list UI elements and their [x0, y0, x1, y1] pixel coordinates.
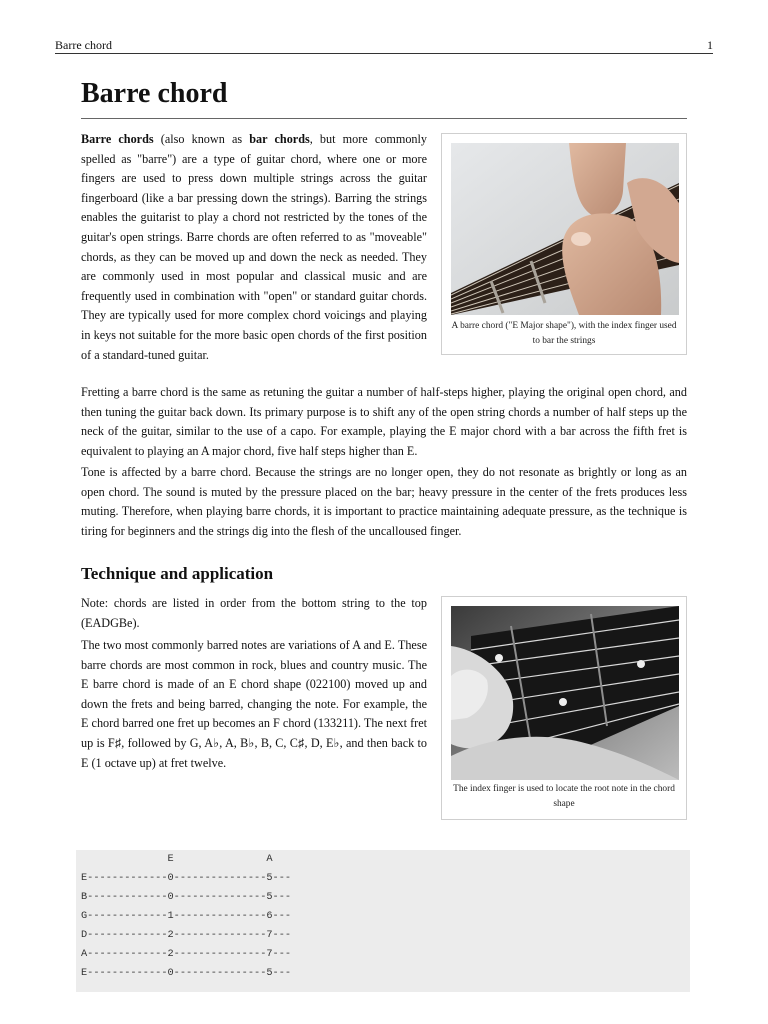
figure-index-finger: [441, 596, 687, 820]
running-header-title: Barre chord: [55, 38, 112, 52]
section-heading-technique: Technique and application: [81, 564, 274, 583]
tab-line-g: G-------------1---------------6---: [81, 910, 292, 922]
tab-line-low-e: E-------------0---------------5---: [81, 967, 292, 979]
section-note: Note: chords are listed in order from the bottom string to the top (EADGBe).: [81, 596, 427, 630]
page-title: Barre chord: [81, 76, 687, 119]
tab-line-d: D-------------2---------------7---: [81, 929, 292, 941]
running-header: [55, 38, 713, 54]
term-barre-chords: Barre chords: [81, 132, 154, 146]
figure-barre-chord-caption: A barre chord ("E Major shape"), with the index finger used to bar the strings: [451, 321, 677, 346]
figure-barre-chord: [441, 133, 687, 355]
term-bar-chords: bar chords: [249, 132, 310, 146]
tab-line-b: B-------------0---------------5---: [81, 891, 292, 903]
intro-paragraph: [81, 130, 427, 365]
intro-text-1: (also known as: [153, 132, 250, 146]
figure-index-finger-caption: The index finger is used to locate the root note in the chord shape: [453, 784, 675, 809]
page-number: 1: [707, 38, 713, 52]
tab-line-high-e: E-------------0---------------5---: [81, 872, 292, 884]
tab-line-header: E A: [81, 853, 273, 865]
section-paragraph: The two most commonly barred notes are variations of A and E. These barre chords are most common in rock, blues and country music. The E barre chord is made of an E chord shape (022100) moved up and down the frets and being barred, changing the note. For example, the E chord barred one fret up becomes an F chord (133211). The next fret up is F♯, followed by G, A♭, A, B♭, B, C, C♯, D, E♭, and then back to E (1 octave up) at fret twelve.: [81, 638, 427, 770]
intro-text-2: , but more commonly spelled as "barre") are a type of guitar chord, where one or more fingers are used to press down multiple strings across the guitar fingerboard (like a bar pressing down the strings). Barring the strings enables the guitarist to play a chord not restricted by the tones of the guitar's open strings. Barre chords are often referred to as "moveable" chords, as they can be moved up and down the neck as needed. They are commonly used in most popular and classical music and are frequently used in combination with "open" or standard guitar chords. They are typically used for more complex chord voicings and playing in keys not suitable for the more basic open chords of the first position of a standard-tuned guitar.: [81, 132, 427, 362]
tab-line-a: A-------------2---------------7---: [81, 948, 292, 960]
barre-chord-photo: [451, 143, 679, 315]
index-finger-photo: [451, 606, 679, 780]
paragraph-tone: Tone is affected by a barre chord. Because the strings are no longer open, they do not resonate as brightly or long as an open chord. The sound is muted by the pressure placed on the bar; heavy pressure in the center of the frets produces less muting. Therefore, when playing barre chords, it is important to practice maintaining adequate pressure, as the technique is tiring for beginners and the strings dig into the flesh of the uncalloused finger.: [81, 465, 687, 538]
paragraph-retuning: Fretting a barre chord is the same as retuning the guitar a number of half-steps higher, playing the original open chord, and then tuning the guitar back down. Its primary purpose is to shift any of the open string chords a number of half steps up the neck of the guitar, similar to the use of a capo. For example, playing the E major chord with a bar across the fifth fret is equivalent to playing an A major chord, five half steps higher than E.: [81, 385, 687, 458]
chord-tablature: [76, 850, 690, 992]
